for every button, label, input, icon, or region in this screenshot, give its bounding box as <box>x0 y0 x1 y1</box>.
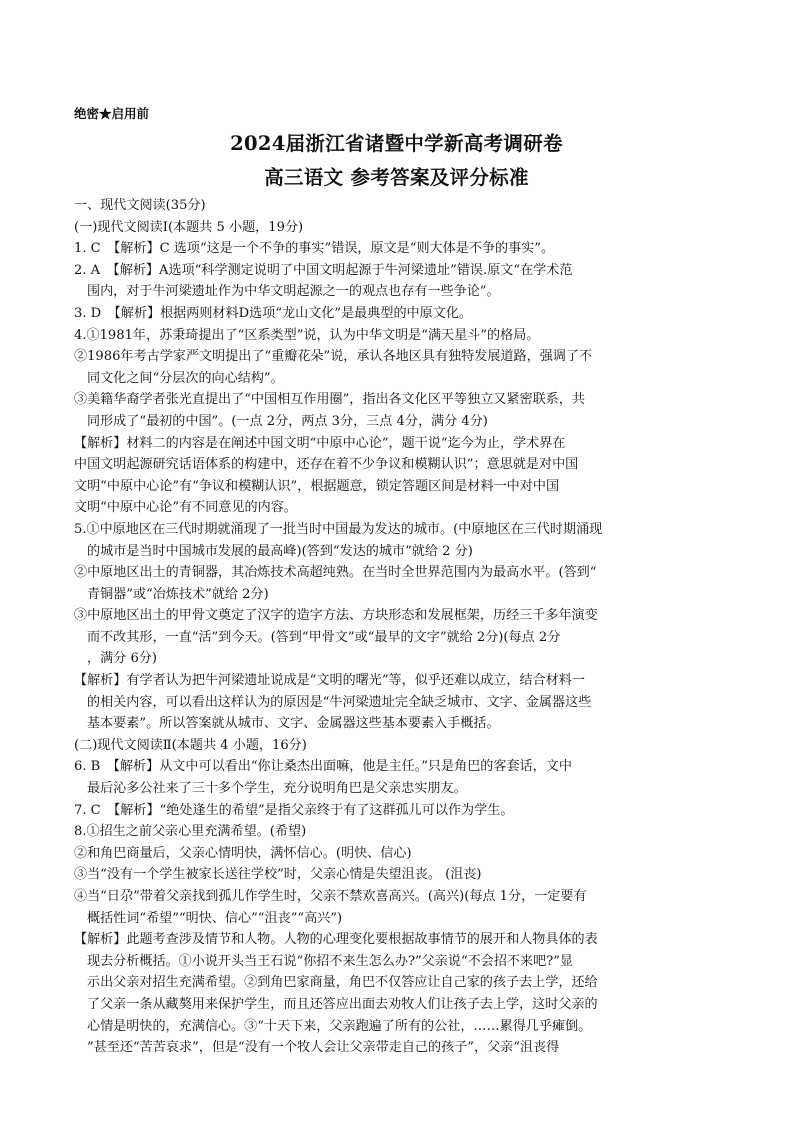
subsection-heading: (一)现代文阅读Ⅰ(本题共 5 小题，19分) <box>74 219 304 235</box>
answer-line: 最后沁多公社来了三十多个学生，充分说明角巴是父亲忠实朋友。 <box>87 781 467 797</box>
answer-line: 而不改其形，一直“活”到今天。(答到“甲骨文”或“最早的文字”就给 2分)(每点 2分 <box>87 629 561 645</box>
answer-line: 围内，对于牛河梁遗址作为中华文明起源之一的观点也存有一些争论”。 <box>87 284 500 300</box>
answer-line: 3. D 【解析】根据两则材料D选项“龙山文化”是最典型的中原文化。 <box>74 305 473 321</box>
answer-line: ②和角巴商量后，父亲心情明快，满怀信心。(明快、信心) <box>74 845 412 861</box>
answer-line: 概括性词“希望”“明快、信心”“沮丧”“高兴”) <box>87 910 343 926</box>
answer-line: 5.①中原地区在三代时期就涌现了一批当时中国最为发达的城市。(中原地区在三代时期涌现 <box>74 521 603 537</box>
answer-line: 6. B 【解析】从文中可以看出“你让桑杰出面嘛，他是主任。”只是角巴的客套话，文中 <box>74 759 572 775</box>
analysis-line: 了父亲一条从藏獒用来保护学生，而且还答应出面去劝牧人们让孩子去上学，这时父亲的 <box>87 996 598 1012</box>
answer-line: 2. A 【解析】A选项“科学测定说明了中国文明起源于牛河梁遗址”错误.原文“在学术范 <box>74 262 573 278</box>
answer-line: 1. C 【解析】C 选项“这是一个不争的事实”错误，原文是“则大体是不争的事实”。 <box>74 241 555 257</box>
analysis-line: 心情是明快的，充满信心。③“十天下来，父亲跑遍了所有的公社，……累得几乎瘫倒。 <box>87 1018 592 1034</box>
answer-line: 7. C 【解析】“绝处逢生的希望”是指父亲终于有了这群孤儿可以作为学生。 <box>74 802 514 818</box>
answer-line: 4.①1981年，苏秉琦提出了“区系类型”说，认为中华文明是“满天星斗”的格局。 <box>74 327 540 343</box>
answer-line: ，满分 6分) <box>87 651 157 667</box>
answer-line: ③当“没有一个学生被家长送往学校”时，父亲心情是失望沮丧。 (沮丧) <box>74 867 482 883</box>
answer-line: ③中原地区出土的甲骨文奠定了汉字的造字方法、方块形态和发展框架，历经三千多年演变 <box>74 608 598 624</box>
answer-body <box>74 195 724 1059</box>
analysis-line: 中国文明起源研究话语体系的构建中，还存在着不少争议和模糊认识”；意思就是对中国 <box>74 457 579 473</box>
document-title: 2024届浙江省诸暨中学新高考调研卷 <box>230 132 563 155</box>
answer-line: ②中原地区出土的青铜器，其冶炼技术高超纯熟。在当时全世界范围内为最高水平。(答到“ <box>74 565 597 581</box>
answer-line: ④当“日尕”带着父亲找到孤儿作学生时，父亲不禁欢喜高兴。(高兴)(每点 1分，一定要有 <box>74 889 587 904</box>
document-subtitle: 高三语文 参考答案及评分标准 <box>264 166 529 189</box>
analysis-line: 【解析】此题考查涉及情节和人物。人物的心理变化要根据故事情节的展开和人物具体的表 <box>74 932 598 948</box>
analysis-line: 文明“中原中心论”有“争议和模糊认识”，根据题意，锁定答题区间是材料一中对中国 <box>74 478 560 494</box>
answer-line: 同形成了“最初的中国”。(一点 2分，两点 3分，三点 4分，满分 4分) <box>87 413 488 429</box>
answer-line: 同文化之间“分层次的向心结构”。 <box>87 370 284 386</box>
analysis-line: 的相关内容，可以看出这样认为的原因是“牛河梁遗址完全缺乏城市、文字、金属器这些 <box>87 694 592 710</box>
analysis-line: 【解析】材料二的内容是在阐述中国文明“中原中心论”，题干说“迄今为止，学术界在 <box>74 435 566 451</box>
answer-line: ②1986年考古学家严文明提出了“重瓣花朵”说，承认各地区具有独特发展道路，强调了不 <box>74 349 593 365</box>
section-heading: 一、现代文阅读(35分) <box>74 198 206 213</box>
answer-line: ③美籍华裔学者张光直提出了“中国相互作用圈”，指出各文化区平等独立又紧密联系，共 <box>74 392 585 408</box>
answer-line: 青铜器”或“冶炼技术”就给 2分) <box>87 586 269 602</box>
analysis-line: 【解析】有学者认为把牛河梁遗址说成是“文明的曙光”等，似乎还难以成立，结合材料一 <box>74 673 585 689</box>
confidential-mark: 绝密★启用前 <box>74 106 150 121</box>
analysis-line: 基本要素”。所以答案就从城市、文字、金属器这些基本要素入手概括。 <box>87 716 500 732</box>
analysis-line: 文明“中原中心论”有不同意见的内容。 <box>74 500 297 516</box>
analysis-line: 示出父亲对招生充满希望。②到角巴家商量，角巴不仅答应让自己家的孩子去上学，还给 <box>87 975 598 991</box>
subsection-heading: (二)现代文阅读Ⅱ(本题共 4 小题，16分) <box>74 737 307 753</box>
answer-line: 的城市是当时中国城市发展的最高峰)(答到“发达的城市”就给 2 分) <box>87 543 473 559</box>
answer-line: 8.①招生之前父亲心里充满希望。(希望) <box>74 824 307 840</box>
analysis-line: 现去分析概括。①小说开头当王石说“你招不来生怎么办?”父亲说“不会招不来吧?”显 <box>87 953 574 969</box>
analysis-line: ”甚至还“苦苦哀求”，但是“没有一个牧人会让父亲带走自己的孩子”，父亲“沮丧得 <box>87 1040 560 1056</box>
